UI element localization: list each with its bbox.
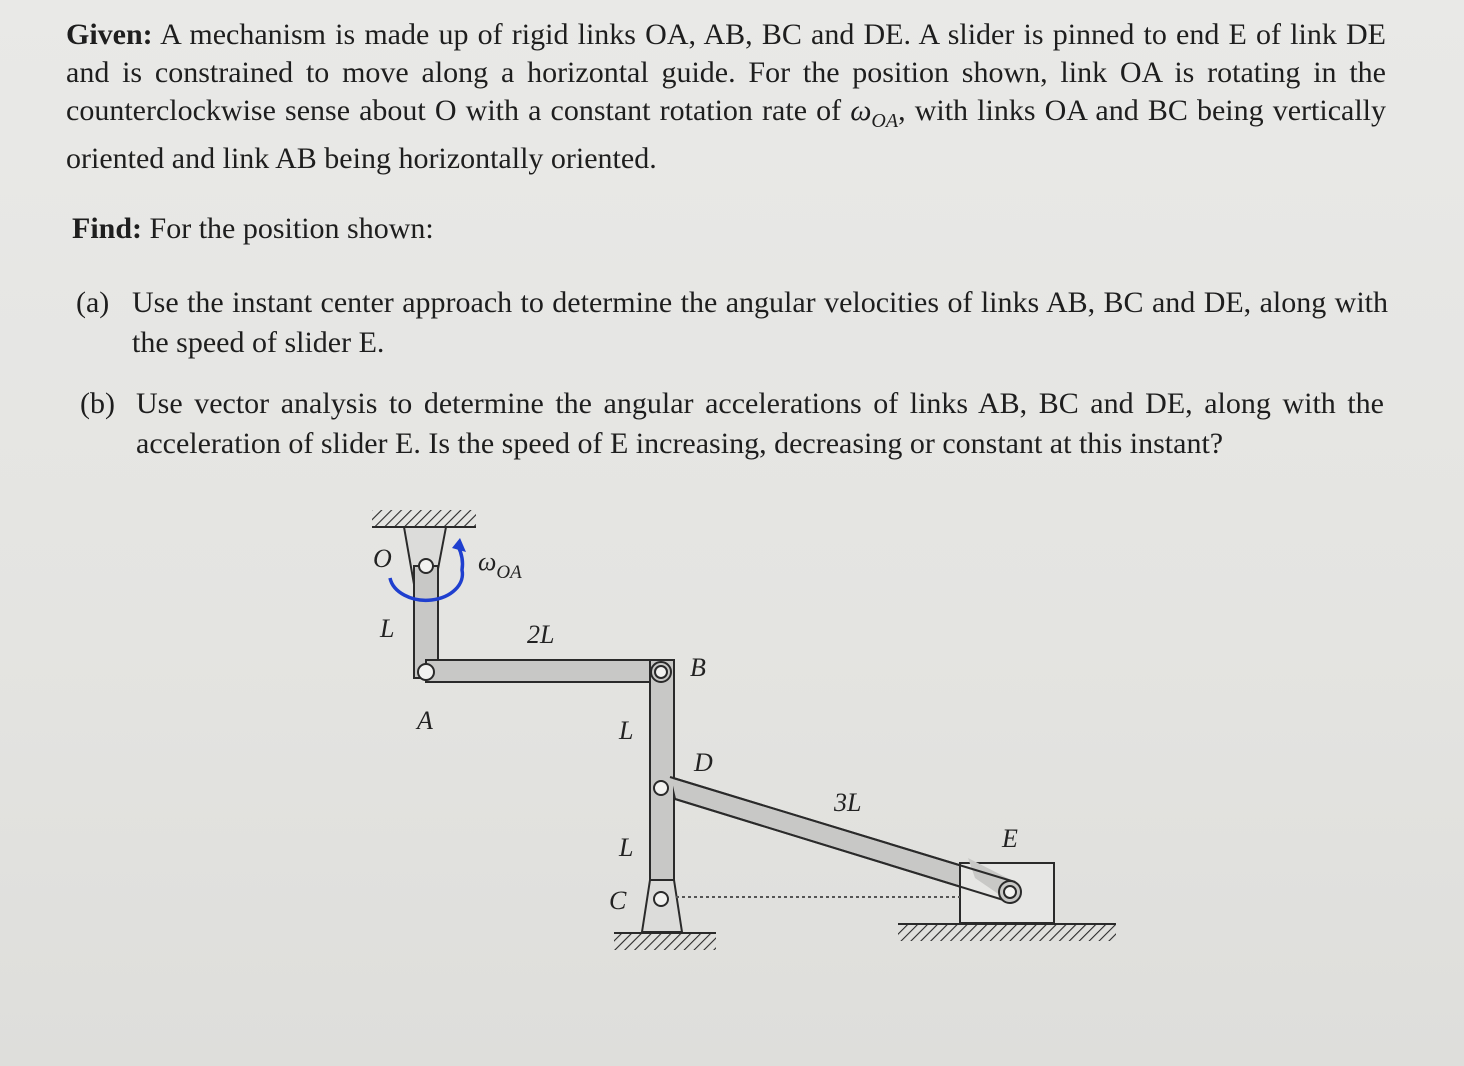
slider-guide-hatch: [898, 925, 1116, 941]
label-len-bd: L: [619, 716, 634, 745]
omega-subscript: OA: [871, 110, 899, 132]
label-len-de: 3L: [834, 788, 862, 817]
pin-o: [419, 559, 433, 573]
label-len-oa: L: [380, 614, 395, 643]
label-o: O: [373, 544, 392, 573]
label-b: B: [690, 653, 706, 682]
find-label: Find:: [72, 212, 143, 245]
label-d: D: [694, 748, 713, 777]
item-a-label: (a): [76, 286, 110, 319]
label-omega: [478, 547, 522, 583]
given-label: Given:: [66, 18, 153, 51]
given-text: A mechanism is made up of rigid links OA, AB, BC and DE. A slider is pinned to end E of link DE and is constrained to move along a horizontal guide. For the position shown, link OA is rotating in the counterclockwise sense about O with a constant rotation rate of: [66, 18, 1386, 127]
item-a-text: Use the instant center approach to determine the angular velocities of links AB, BC and DE, along with the speed of slider E.: [132, 286, 1388, 359]
pin-b: [655, 666, 667, 678]
top-ground-hatch: [372, 510, 476, 526]
label-c: C: [609, 886, 627, 915]
find-text: For the position shown:: [142, 212, 434, 245]
pin-a: [418, 664, 434, 680]
omega-symbol: ω: [850, 94, 872, 127]
item-b-text: Use vector analysis to determine the angular accelerations of links AB, BC and DE, along with the acceleration of slider E. Is the speed of E increasing, decreasing or constant at this instant?: [136, 387, 1384, 460]
label-e: E: [1002, 824, 1018, 853]
label-len-dc: L: [619, 833, 634, 862]
label-len-ab: 2L: [527, 620, 555, 649]
label-omega-sub: OA: [496, 562, 522, 583]
link-bc-fill: [651, 683, 673, 909]
label-a: A: [417, 706, 433, 735]
given-text-end: , with links OA and BC being vertically oriented and link AB being horizontally oriented.: [66, 94, 1387, 175]
rotation-arrow-head: [452, 538, 466, 552]
link-ab: [426, 660, 662, 682]
pin-d: [654, 781, 668, 795]
bottom-ground-hatch-c: [614, 934, 716, 950]
item-b-label: (b): [80, 387, 115, 420]
pin-c: [654, 892, 668, 906]
label-omega-symbol: ω: [478, 547, 497, 576]
pin-e: [1004, 886, 1016, 898]
